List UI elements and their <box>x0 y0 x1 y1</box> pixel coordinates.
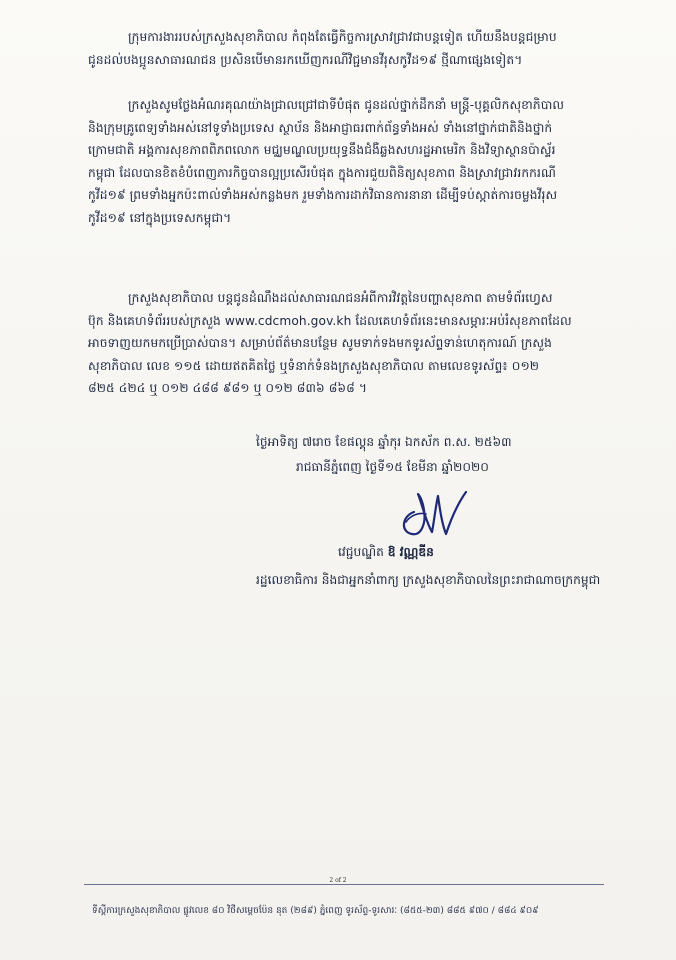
paragraph-line: ក្រោមជាតិ អង្គការសុខភាពពិភពលោក មជ្ឈមណ្ឌលប្រយុទ្ធនឹងជំងឺឆ្លងសហរដ្ឋអាមេរិក និងវិទ្យាស្ថានប៉ាស្ទ័រ <box>88 143 556 157</box>
signer-name-line <box>256 538 636 566</box>
paragraph-contact-info <box>88 287 628 400</box>
date-block <box>256 430 626 480</box>
signer-title: វេជ្ជបណ្ឌិត <box>338 545 384 559</box>
paragraph-line: កម្ពុជា ដែលបានខិតខំបំពេញភារកិច្ចបានល្អប្រសើរបំផុត ក្នុងការជួយពិនិត្យសុខភាព និងស្រាវជ្រាវរកករណី <box>88 165 556 180</box>
signer-position: រដ្ឋលេខាធិការ និងជាអ្នកនាំពាក្យ ក្រសួងសុខាភិបាលនៃព្រះរាជាណាចក្រកម្ពុជា <box>256 573 601 587</box>
paragraph-thanks <box>88 94 628 229</box>
solar-date: រាជធានីភ្នំពេញ ថ្ងៃទី១៥ ខែមីនា ឆ្នាំ២០២០ <box>296 460 489 474</box>
paragraph-line: ក្រសួងសូមថ្លែងអំណរគុណយ៉ាងជ្រាលជ្រៅជាទីបំផុត ជូនដល់ថ្នាក់ដឹកនាំ មន្ត្រី-បុគ្គលិកសុខាភិបាល <box>128 98 565 112</box>
page-number: 2 of 2 <box>329 877 347 884</box>
footer-divider <box>84 884 604 885</box>
page-number-wrap <box>0 877 676 884</box>
paragraph-line: ប៊ុក និងគេហទំព័ររបស់ក្រសួង www.cdcmoh.gov.kh ដែលគេហទំព័រនេះមានសម្ភារៈអប់រំសុខភាពដែល <box>88 313 572 328</box>
paragraph-line: កូវីដ១៩ នៅក្នុងប្រទេសកម្ពុជា។ <box>88 210 232 225</box>
footer-address: ទីស្តីការក្រសួងសុខាភិបាល ផ្លូវលេខ ៨០ វិថីសម្តេចប៉ែន នុត (២៨៩) ភ្នំពេញ ទូរស័ព្ទ-ទូរសារៈ (៨៥៥-២៣) ៨៨៥ ៩៧០ / ៨៨៤ ៩០៩ <box>92 906 539 916</box>
paragraph-research-update <box>88 26 628 71</box>
paragraph-line: អាចទាញយកមកប្រើប្រាស់បាន។ សម្រាប់ព័ត៌មានបន្ថែម សូមទាក់ទងមកទូរស័ព្ទទាន់ហេតុការណ៍ ក្រសួង <box>88 336 552 350</box>
lunar-date: ថ្ងៃអាទិត្យ ៧រោច ខែផល្គុន ឆ្នាំកុរ ឯកស័ក ព.ស. ២៥៦៣ <box>256 435 512 449</box>
paragraph-line: ៨២៥ ៤២៤ ឬ ០១២ ៤៨៨ ៩៨១ ឬ ០១២ ៨៣៦ ៨៦៨ ។ <box>88 381 367 395</box>
signature-icon <box>392 482 472 540</box>
paragraph-line: ក្រសួងសុខាភិបាល បន្តជូនដំណឹងដល់សាធារណជនអំពីការវិវត្តនៃបញ្ហាសុខភាព តាមទំព័រហ្វេស <box>128 291 553 305</box>
paragraph-line: និងក្រុមគ្រូពេទ្យទាំងអស់នៅទូទាំងប្រទេស ស្ថាប័ន និងអាជ្ញាធរពាក់ព័ន្ធទាំងអស់ ទាំងនៅថ្នាក់ជាតិនិងថ្នាក់ <box>88 120 553 135</box>
paragraph-line: កូវីដ១៩ ព្រមទាំងអ្នកប៉ះពាល់ទាំងអស់កន្លងមក រួមទាំងការដាក់វិធានការនានា ដើម្បីទប់ស្កាត់ការចម្លងវីរុស <box>88 188 558 202</box>
paragraph-line: ក្រុមការងាររបស់ក្រសួងសុខាភិបាល កំពុងតែធ្វើកិច្ចការស្រាវជ្រាវជាបន្តទៀត ហើយនឹងបន្តជម្រាប <box>128 30 557 44</box>
signer-block <box>256 538 636 594</box>
signer-name: ឱ វណ្ណឌីន <box>387 545 434 559</box>
paragraph-line: សុខាភិបាល លេខ ១១៥ ដោយឥតគិតថ្លៃ ឬទំនាក់ទំនងក្រសួងសុខាភិបាល តាមលេខទូរស័ព្ទ៖ ០១២ <box>88 358 540 373</box>
paragraph-line: ជូនដល់បងប្អូនសាធារណជន ប្រសិនបើមានរកឃើញករណីវិជ្ជមានវីរុសកូវីដ១៩ ថ្មីណាផ្សេងទៀត។ <box>88 52 523 67</box>
